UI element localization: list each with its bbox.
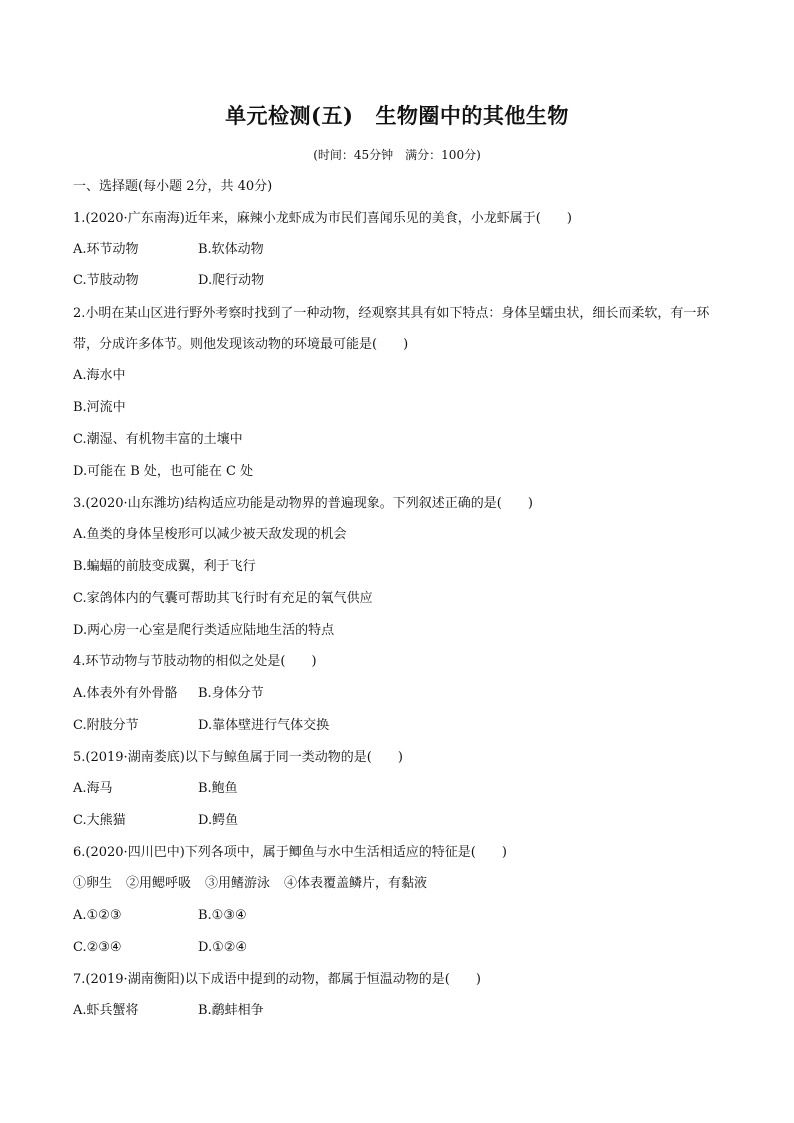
q6-item-4: ④体表覆盖鳞片，有黏液 <box>284 876 428 891</box>
q2-option-d: D.可能在 B 处，也可能在 C 处 <box>73 464 254 479</box>
q1-option-b: B.软体动物 <box>198 242 264 257</box>
q3-option-b: B.蝙蝠的前肢变成翼，利于飞行 <box>73 559 256 574</box>
q3-option-a: A.鱼类的身体呈梭形可以减少被天敌发现的机会 <box>73 527 347 542</box>
q2-option-c: C.潮湿、有机物丰富的土壤中 <box>73 432 243 447</box>
q6-option-d: D.①②④ <box>198 940 248 955</box>
q6-option-b: B.①③④ <box>198 908 247 923</box>
title-unit: 单元检测(五) <box>225 103 354 128</box>
q6-item-3: ③用鳍游泳 <box>205 876 271 891</box>
q1-option-c: C.节肢动物 <box>73 273 139 288</box>
q4-option-b: B.身体分节 <box>198 686 264 701</box>
q6-option-a: A.①②③ <box>73 908 122 923</box>
question-2-stem: 2.小明在某山区进行野外考察时找到了一种动物，经观察其具有如下特点：身体呈蠕虫状，细长而柔软，有一环带，分成许多体节。则他发现该动物的环境最可能是( ) <box>73 306 710 352</box>
exam-score: 满分：100分) <box>405 148 481 162</box>
q5-option-c: C.大熊猫 <box>73 813 126 828</box>
page-title <box>0 100 794 130</box>
question-3-stem: 3.(2020·山东潍坊)结构适应功能是动物界的普遍现象。下列叙述正确的是( ) <box>73 496 533 511</box>
section-heading: 一、选择题(每小题 2分，共 40分) <box>73 179 273 194</box>
q4-option-d: D.靠体壁进行气体交换 <box>198 718 330 733</box>
question-4-stem: 4.环节动物与节肢动物的相似之处是( ) <box>73 654 317 669</box>
q6-option-c: C.②③④ <box>73 940 122 955</box>
q6-item-2: ②用鳃呼吸 <box>126 876 192 891</box>
question-7-stem: 7.(2019·湖南衡阳)以下成语中提到的动物，都属于恒温动物的是( ) <box>73 972 481 987</box>
q1-option-d: D.爬行动物 <box>198 273 265 288</box>
question-1-stem: 1.(2020·广东南海)近年来，麻辣小龙虾成为市民们喜闻乐见的美食，小龙虾属于( ) <box>73 211 572 226</box>
question-6-stem: 6.(2020·四川巴中)下列各项中，属于鲫鱼与水中生活相适应的特征是( ) <box>73 845 507 860</box>
q2-option-a: A.海水中 <box>73 368 126 383</box>
q4-option-c: C.附肢分节 <box>73 718 139 733</box>
q5-option-a: A.海马 <box>73 781 113 796</box>
q3-option-c: C.家鸽体内的气囊可帮助其飞行时有充足的氧气供应 <box>73 591 373 606</box>
q1-option-a: A.环节动物 <box>73 242 139 257</box>
q5-option-d: D.鳄鱼 <box>198 813 239 828</box>
q3-option-d: D.两心房一心室是爬行类适应陆地生活的特点 <box>73 623 335 638</box>
q6-statements <box>73 875 427 893</box>
q7-option-a: A.虾兵蟹将 <box>73 1003 139 1018</box>
q4-option-a: A.体表外有外骨骼 <box>73 686 178 701</box>
q7-option-b: B.鹬蚌相争 <box>198 1003 264 1018</box>
q2-option-b: B.河流中 <box>73 400 126 415</box>
q6-item-1: ①卵生 <box>73 876 113 891</box>
q5-option-b: B.鲍鱼 <box>198 781 238 796</box>
question-5-stem: 5.(2019·湖南娄底)以下与鲸鱼属于同一类动物的是( ) <box>73 750 403 765</box>
exam-info <box>0 146 794 163</box>
exam-time: (时间：45分钟 <box>313 148 394 162</box>
title-topic: 生物圈中的其他生物 <box>375 103 569 128</box>
